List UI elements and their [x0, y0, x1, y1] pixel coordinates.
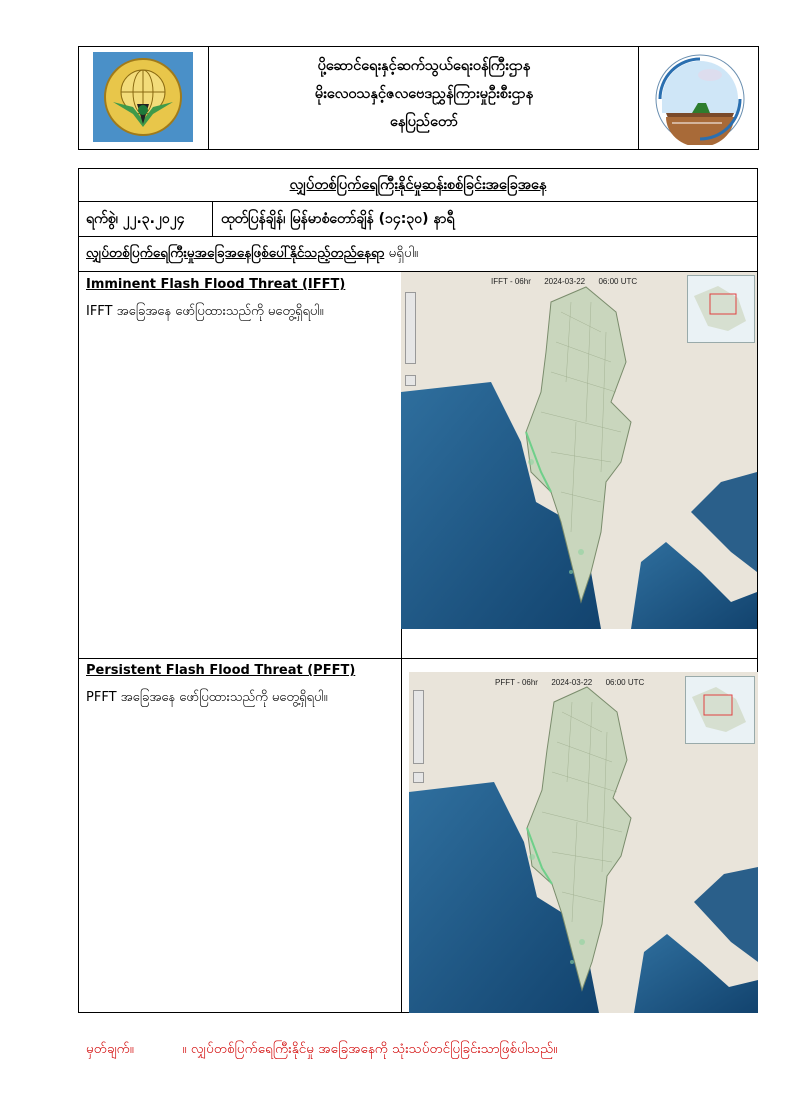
- water-cycle-logo-icon: [652, 53, 748, 145]
- pfft-zoom-slider[interactable]: [413, 690, 424, 764]
- pfft-map[interactable]: [409, 672, 758, 1013]
- pfft-zoom-button[interactable]: [413, 772, 424, 783]
- org-line-3: နေပြည်တော်: [389, 114, 459, 130]
- ifft-map-product: IFFT - 06hr: [491, 277, 531, 286]
- footer-note: [86, 1040, 557, 1060]
- pfft-inset-map-icon: [686, 677, 754, 743]
- ifft-map-time: 06:00 UTC: [598, 277, 638, 286]
- issue-time-label: ထုတ်ပြန်ချိန်၊: [221, 211, 286, 227]
- ifft-heading: Imminent Flash Flood Threat (IFFT): [86, 277, 346, 292]
- threat-area-label: လျှပ်တစ်ပြက်ရေကြီးမှုအခြေအနေဖြစ်ပေါ်နိုင်သည့်တည်နေရာ: [86, 245, 385, 261]
- org-line-1: ပို့ဆောင်ရေးနှင့်ဆက်သွယ်ရေးဝန်ကြီးဌာန: [317, 58, 531, 74]
- pfft-map-product: PFFT - 06hr: [495, 678, 538, 687]
- pfft-heading: Persistent Flash Flood Threat (PFFT): [86, 663, 356, 678]
- ifft-inset-map-icon: [688, 276, 754, 342]
- ifft-map[interactable]: [401, 272, 757, 629]
- ifft-overview-inset[interactable]: [687, 275, 755, 343]
- pfft-overview-inset[interactable]: [685, 676, 755, 744]
- ifft-zoom-slider[interactable]: [405, 292, 416, 364]
- threat-area-value: မရှိပါ။: [388, 245, 419, 261]
- note-text: ။ လျှပ်တစ်ပြက်ရေကြီးနိုင်မှု အခြေအနေကို သုံးသပ်တင်ပြခြင်းသာဖြစ်ပါသည်။: [182, 1041, 558, 1057]
- pfft-map-date: 2024-03-22: [551, 678, 593, 687]
- org-line-2: မိုးလေဝသနှင့်ဇလဗေဒညွှန်ကြားမှုဦးစီးဌာန: [314, 86, 534, 102]
- dmh-emblem-icon: [93, 52, 193, 142]
- report-title: လျှပ်တစ်ပြက်ရေကြီးနိုင်မှုဆန်းစစ်ခြင်းအခြေအနေ: [289, 177, 547, 193]
- pfft-text: PFFT အခြေအနေ ဖော်ပြထားသည်ကို မတွေ့ရှိရပါ။: [86, 690, 328, 705]
- note-label: မှတ်ချက်။: [86, 1041, 134, 1057]
- issue-time-value: မြန်မာစံတော်ချိန် (၁၄:၃၀) နာရီ: [290, 211, 455, 227]
- ifft-map-date: 2024-03-22: [544, 277, 586, 286]
- ifft-zoom-button[interactable]: [405, 375, 416, 386]
- ifft-text: IFFT အခြေအနေ ဖော်ပြထားသည်ကို မတွေ့ရှိရပါ။: [86, 304, 324, 319]
- pfft-map-time: 06:00 UTC: [605, 678, 645, 687]
- date-value: ၂၂.၃.၂၀၂၄: [122, 211, 185, 227]
- date-label: ရက်စွဲ၊: [86, 211, 118, 227]
- letterhead: [78, 46, 759, 150]
